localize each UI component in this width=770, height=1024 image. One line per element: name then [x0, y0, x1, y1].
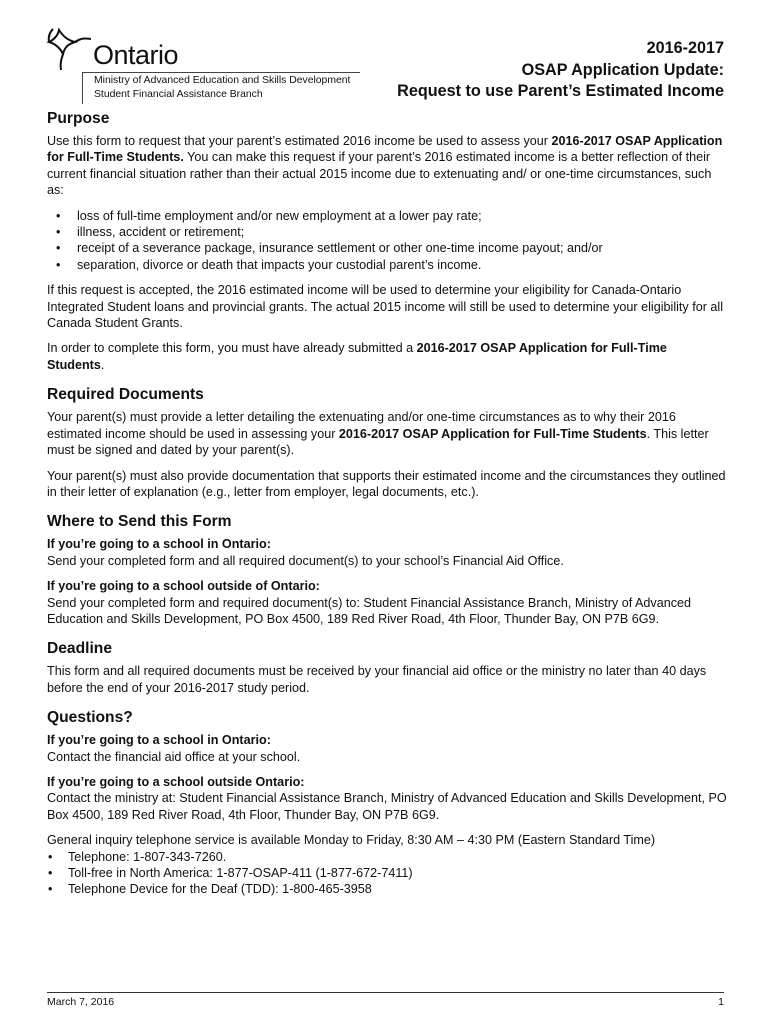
form-title — [397, 38, 724, 103]
list-item: • Telephone: 1-807-343-7260. — [47, 849, 727, 865]
send-ontario: If you’re going to a school in Ontario: Send your completed form and all required document(s) to your school’s Financial Aid Office. — [47, 537, 564, 568]
footer-divider — [47, 992, 724, 993]
purpose-heading: Purpose — [47, 110, 110, 127]
footer-date: March 7, 2016 — [47, 996, 115, 1008]
list-item: • loss of full-time employment and/or new employment at a lower pay rate; — [47, 208, 727, 224]
questions-outside-ontario: If you’re going to a school outside Ontario: Contact the ministry at: Student Financial Assistance Branch, Ministry of Advanced Education and Skills Development, PO Box 4500, 189 Red River Road, 4th Floor, Thunder Bay, ON P7B 6G9. — [47, 774, 727, 822]
inquiry-hours: General inquiry telephone service is available Monday to Friday, 8:30 AM – 4:30 PM (Eastern Standard Time) — [47, 833, 656, 848]
ontario-logo — [45, 26, 185, 76]
ministry-name: Ministry of Advanced Education and Skills Development — [94, 75, 351, 86]
required-paragraph-2: Your parent(s) must also provide documentation that supports their estimated income and the circumstances they outlined in their letter of explanation (e.g., letter from employer, legal documents, etc.). — [47, 468, 726, 499]
form-title-line3: Request to use Parent’s Estimated Income — [397, 82, 724, 100]
purpose-paragraph-1: Use this form to request that your parent’s estimated 2016 income be used to assess your 2016-2017 OSAP Application for Full-Time Students. You can make this request if your parent’s 2016 estimated income is a better reflection of their current financial situation rather than their actual 2015 income due to extenuating and/ or one-time circumstances, such as: — [47, 134, 723, 198]
form-content — [47, 110, 727, 898]
form-title-line2: OSAP Application Update: — [521, 60, 724, 79]
required-documents-heading: Required Documents — [47, 386, 204, 404]
circumstances-list — [47, 208, 727, 274]
send-section — [47, 513, 727, 627]
questions-ontario: If you’re going to a school in Ontario: Contact the financial aid office at your school. — [47, 733, 301, 764]
purpose-paragraph-2: If this request is accepted, the 2016 estimated income will be used to determine your eligibility for Canada-Ontario Integrated Student loans and provincial grants. The actual 2015 income will still be used to determine your eligibility for all Canada Student Grants. — [47, 283, 724, 331]
ministry-info — [94, 74, 350, 102]
purpose-paragraph-3: In order to complete this form, you must have already submitted a 2016-2017 OSAP Application for Full-Time Students. — [47, 341, 667, 372]
form-year: 2016-2017 — [646, 39, 724, 57]
header-vertical-divider — [82, 72, 83, 104]
questions-section — [47, 709, 727, 898]
list-item: • illness, accident or retirement; — [47, 224, 727, 240]
list-item: • receipt of a severance package, insurance settlement or other one-time income payout; and/or — [47, 240, 727, 256]
list-item: • Telephone Device for the Deaf (TDD): 1-800-465-3958 — [47, 881, 727, 897]
trillium-icon — [45, 26, 93, 72]
send-outside-ontario: If you’re going to a school outside of Ontario: Send your completed form and required document(s) to: Student Financial Assistance Branch, Ministry of Advanced Education and Skills Development, PO Box 4500, 189 Red River Road, 4th Floor, Thunder Bay, ON P7B 6G9. — [47, 579, 692, 626]
deadline-text: This form and all required documents must be received by your financial aid office or the ministry no later than 40 days before the end of your 2016-2017 study period. — [47, 664, 707, 695]
page-number: 1 — [718, 996, 724, 1008]
purpose-section — [47, 110, 727, 373]
deadline-heading: Deadline — [47, 640, 112, 658]
deadline-section — [47, 640, 727, 696]
phone-list — [47, 849, 727, 898]
branch-name: Student Financial Assistance Branch — [94, 89, 263, 100]
header-divider — [82, 72, 360, 73]
list-item: • Toll-free in North America: 1-877-OSAP-411 (1-877-672-7411) — [47, 865, 727, 881]
required-documents-section — [47, 386, 727, 500]
logo-wordmark: Ontario — [93, 40, 179, 70]
required-paragraph-1: Your parent(s) must provide a letter detailing the extenuating and/or one-time circumstances as to why their 2016 estimated income should be used in assessing your 2016-2017 OSAP Application for Full-Time Students. This letter must be signed and dated by your parent(s). — [47, 410, 709, 458]
questions-heading: Questions? — [47, 709, 133, 727]
send-heading: Where to Send this Form — [47, 513, 232, 531]
list-item: • separation, divorce or death that impacts your custodial parent’s income. — [47, 257, 727, 273]
